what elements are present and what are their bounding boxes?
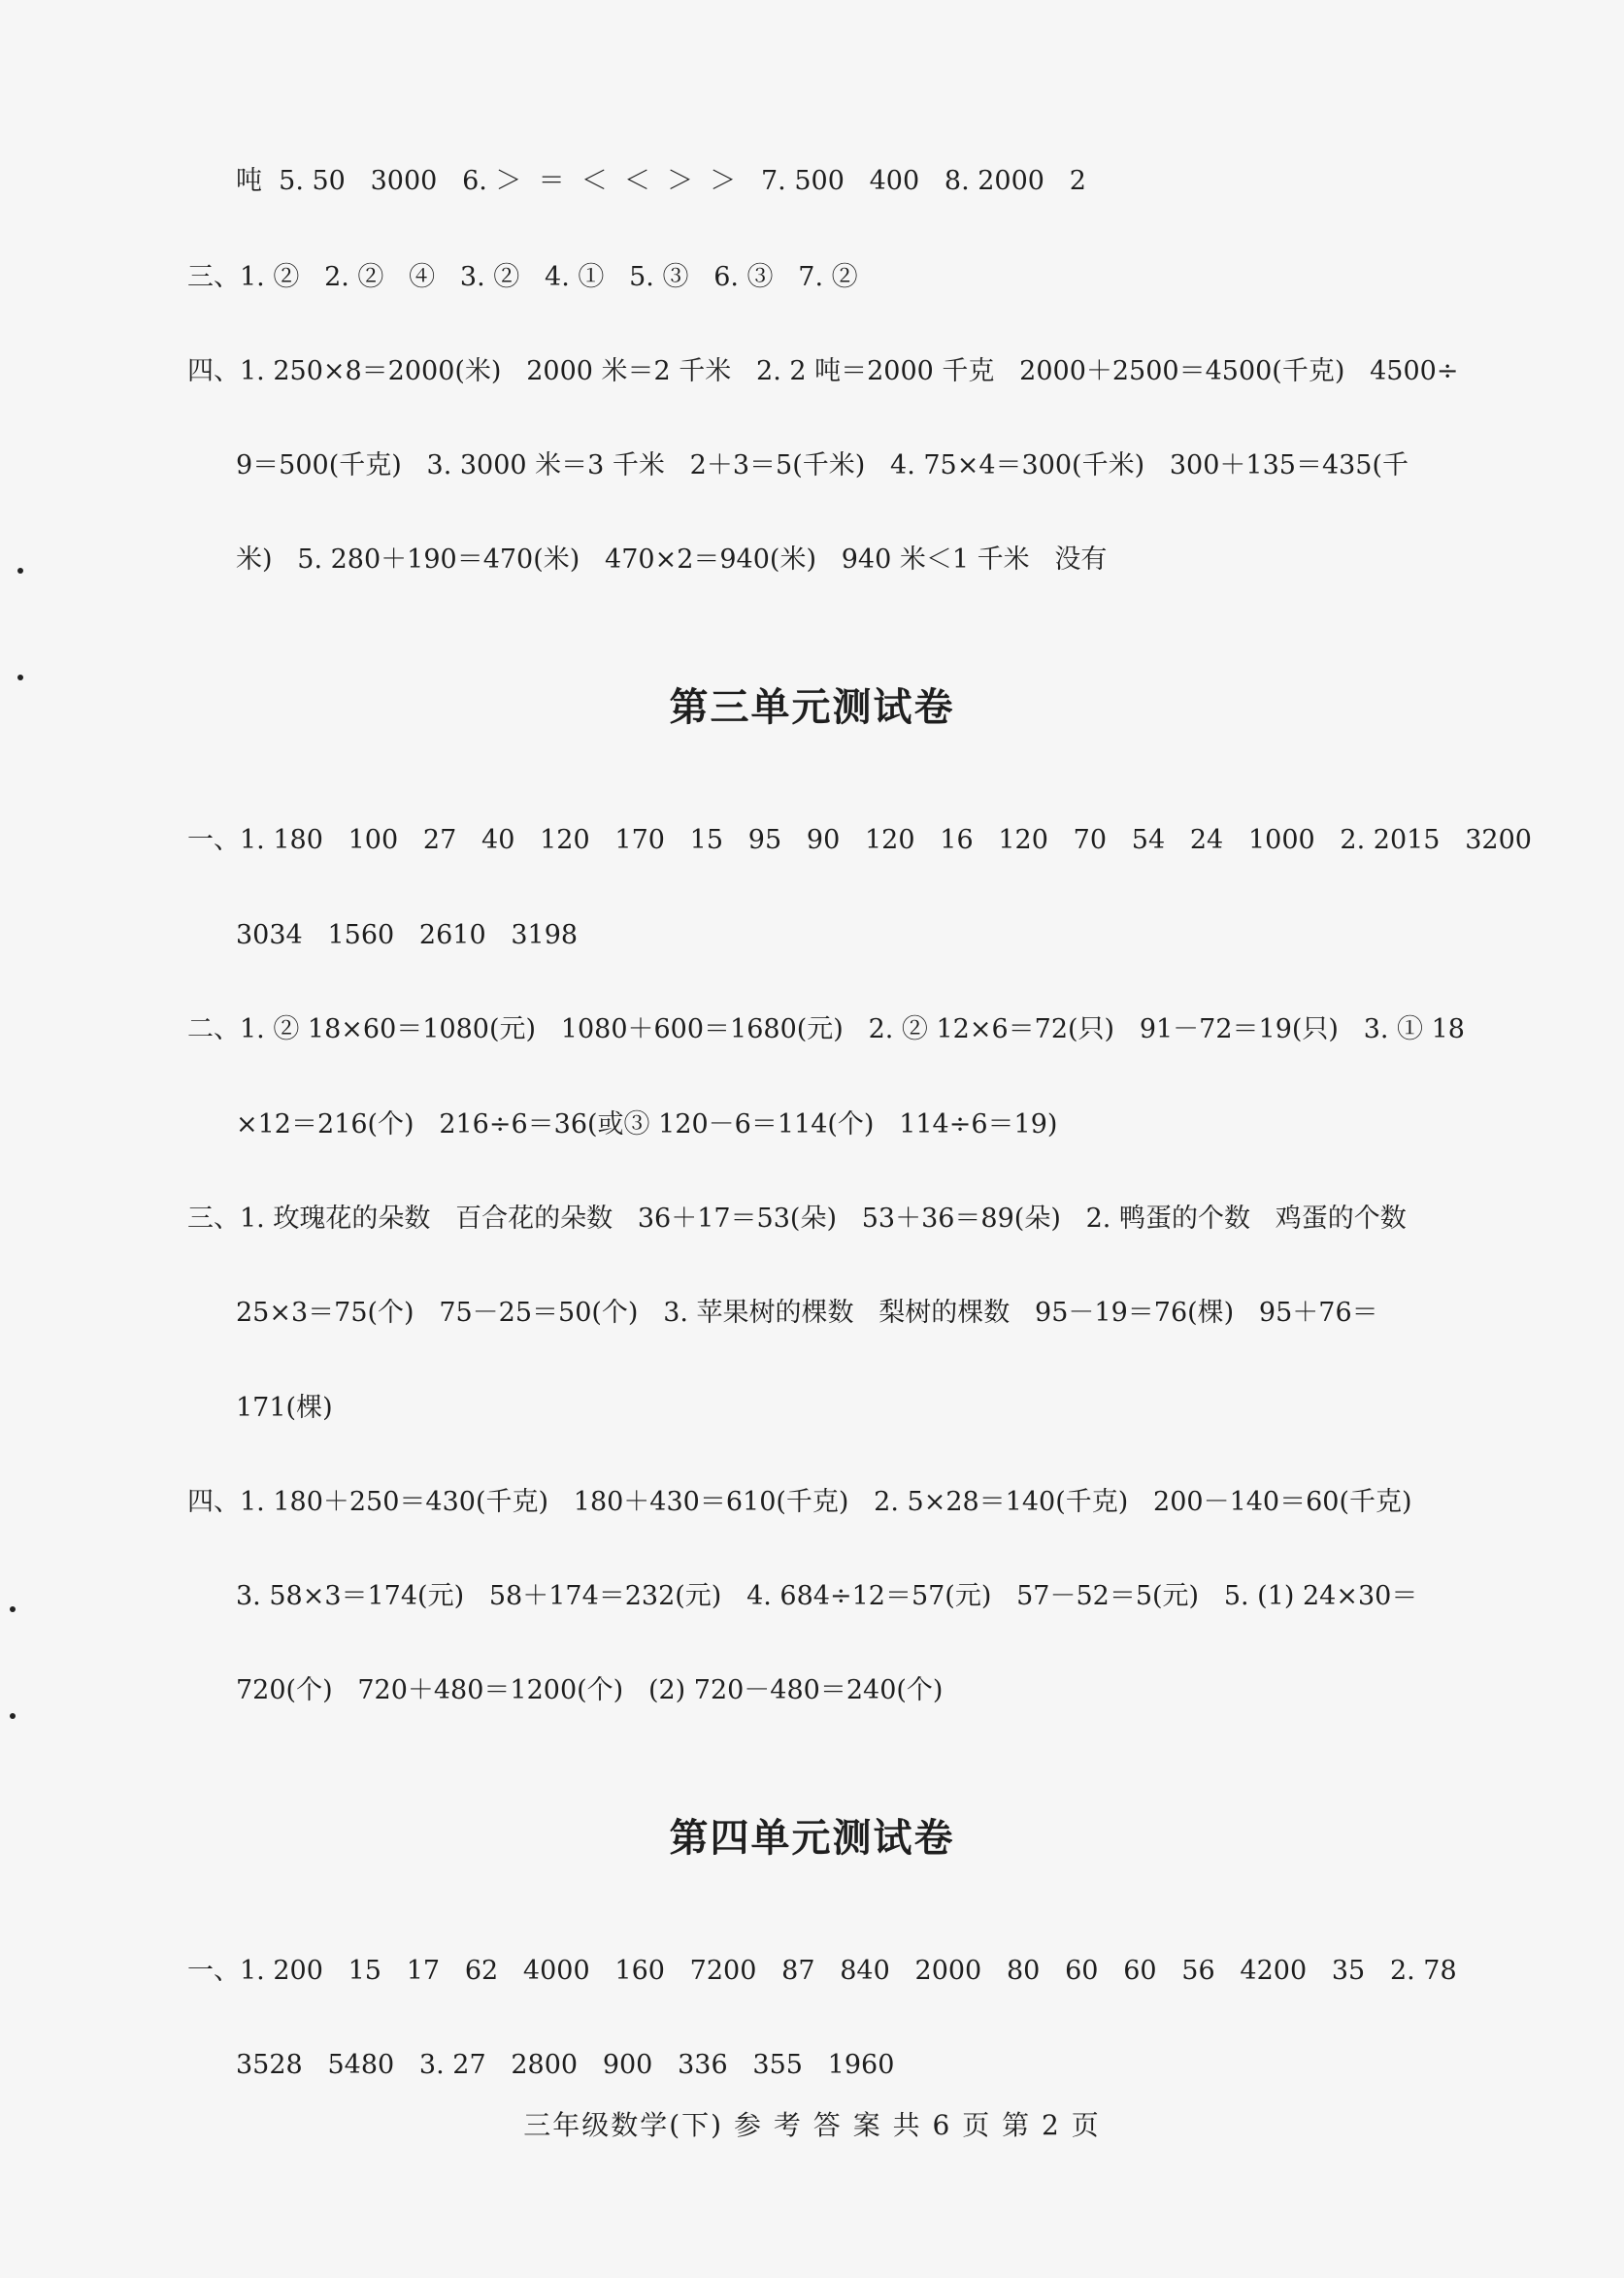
section-title-unit3: 第三单元测试卷 bbox=[669, 685, 955, 730]
answer-line: 3. 58×3＝174(元) 58＋174＝232(元) 4. 684÷12＝57(元) 57－52＝5(元) 5. (1) 24×30＝ bbox=[236, 1581, 1418, 1611]
scan-speck bbox=[10, 1713, 16, 1719]
answer-line: 一、1. 180 100 27 40 120 170 15 95 90 120 16 120 70 54 24 1000 2. 2015 3200 bbox=[187, 825, 1532, 855]
section-title-unit4: 第四单元测试卷 bbox=[669, 1816, 955, 1861]
page-footer: 三年级数学(下) 参 考 答 案 共 6 页 第 2 页 bbox=[523, 2109, 1101, 2141]
scan-speck bbox=[17, 568, 23, 574]
answer-line: 9＝500(千克) 3. 3000 米＝3 千米 2＋3＝5(千米) 4. 75×4＝300(千米) 300＋135＝435(千 bbox=[236, 450, 1409, 480]
answer-line: 二、1. ② 18×60＝1080(元) 1080＋600＝1680(元) 2. ② 12×6＝72(只) 91－72＝19(只) 3. ① 18 bbox=[187, 1014, 1465, 1044]
answer-line: 171(棵) bbox=[236, 1393, 333, 1423]
answer-line: 四、1. 250×8＝2000(米) 2000 米＝2 千米 2. 2 吨＝2000 千克 2000＋2500＝4500(千克) 4500÷ bbox=[187, 356, 1459, 386]
answer-line: 三、1. 玫瑰花的朵数 百合花的朵数 36＋17＝53(朵) 53＋36＝89(朵) 2. 鸭蛋的个数 鸡蛋的个数 bbox=[187, 1204, 1407, 1234]
answer-line: ×12＝216(个) 216÷6＝36(或③ 120－6＝114(个) 114÷6＝19) bbox=[236, 1109, 1058, 1139]
answer-line: 吨 5. 50 3000 6. ＞ ＝ ＜ ＜ ＞ ＞ 7. 500 400 8. 2000 2 bbox=[236, 166, 1086, 196]
answer-line: 3034 1560 2610 3198 bbox=[236, 920, 579, 950]
scan-speck bbox=[17, 675, 23, 680]
answer-line: 720(个) 720＋480＝1200(个) (2) 720－480＝240(个) bbox=[236, 1675, 944, 1705]
answer-line: 一、1. 200 15 17 62 4000 160 7200 87 840 2000 80 60 60 56 4200 35 2. 78 bbox=[187, 1956, 1457, 1986]
answer-line: 3528 5480 3. 27 2800 900 336 355 1960 bbox=[236, 2050, 895, 2080]
answer-line: 三、1. ② 2. ② ④ 3. ② 4. ① 5. ③ 6. ③ 7. ② bbox=[187, 262, 858, 292]
answer-line: 米) 5. 280＋190＝470(米) 470×2＝940(米) 940 米＜1 千米 没有 bbox=[236, 545, 1108, 575]
answer-line: 25×3＝75(个) 75－25＝50(个) 3. 苹果树的棵数 梨树的棵数 95－19＝76(棵) 95＋76＝ bbox=[236, 1298, 1378, 1328]
answer-line: 四、1. 180＋250＝430(千克) 180＋430＝610(千克) 2. 5×28＝140(千克) 200－140＝60(千克) bbox=[187, 1487, 1412, 1517]
scan-speck bbox=[10, 1606, 16, 1612]
